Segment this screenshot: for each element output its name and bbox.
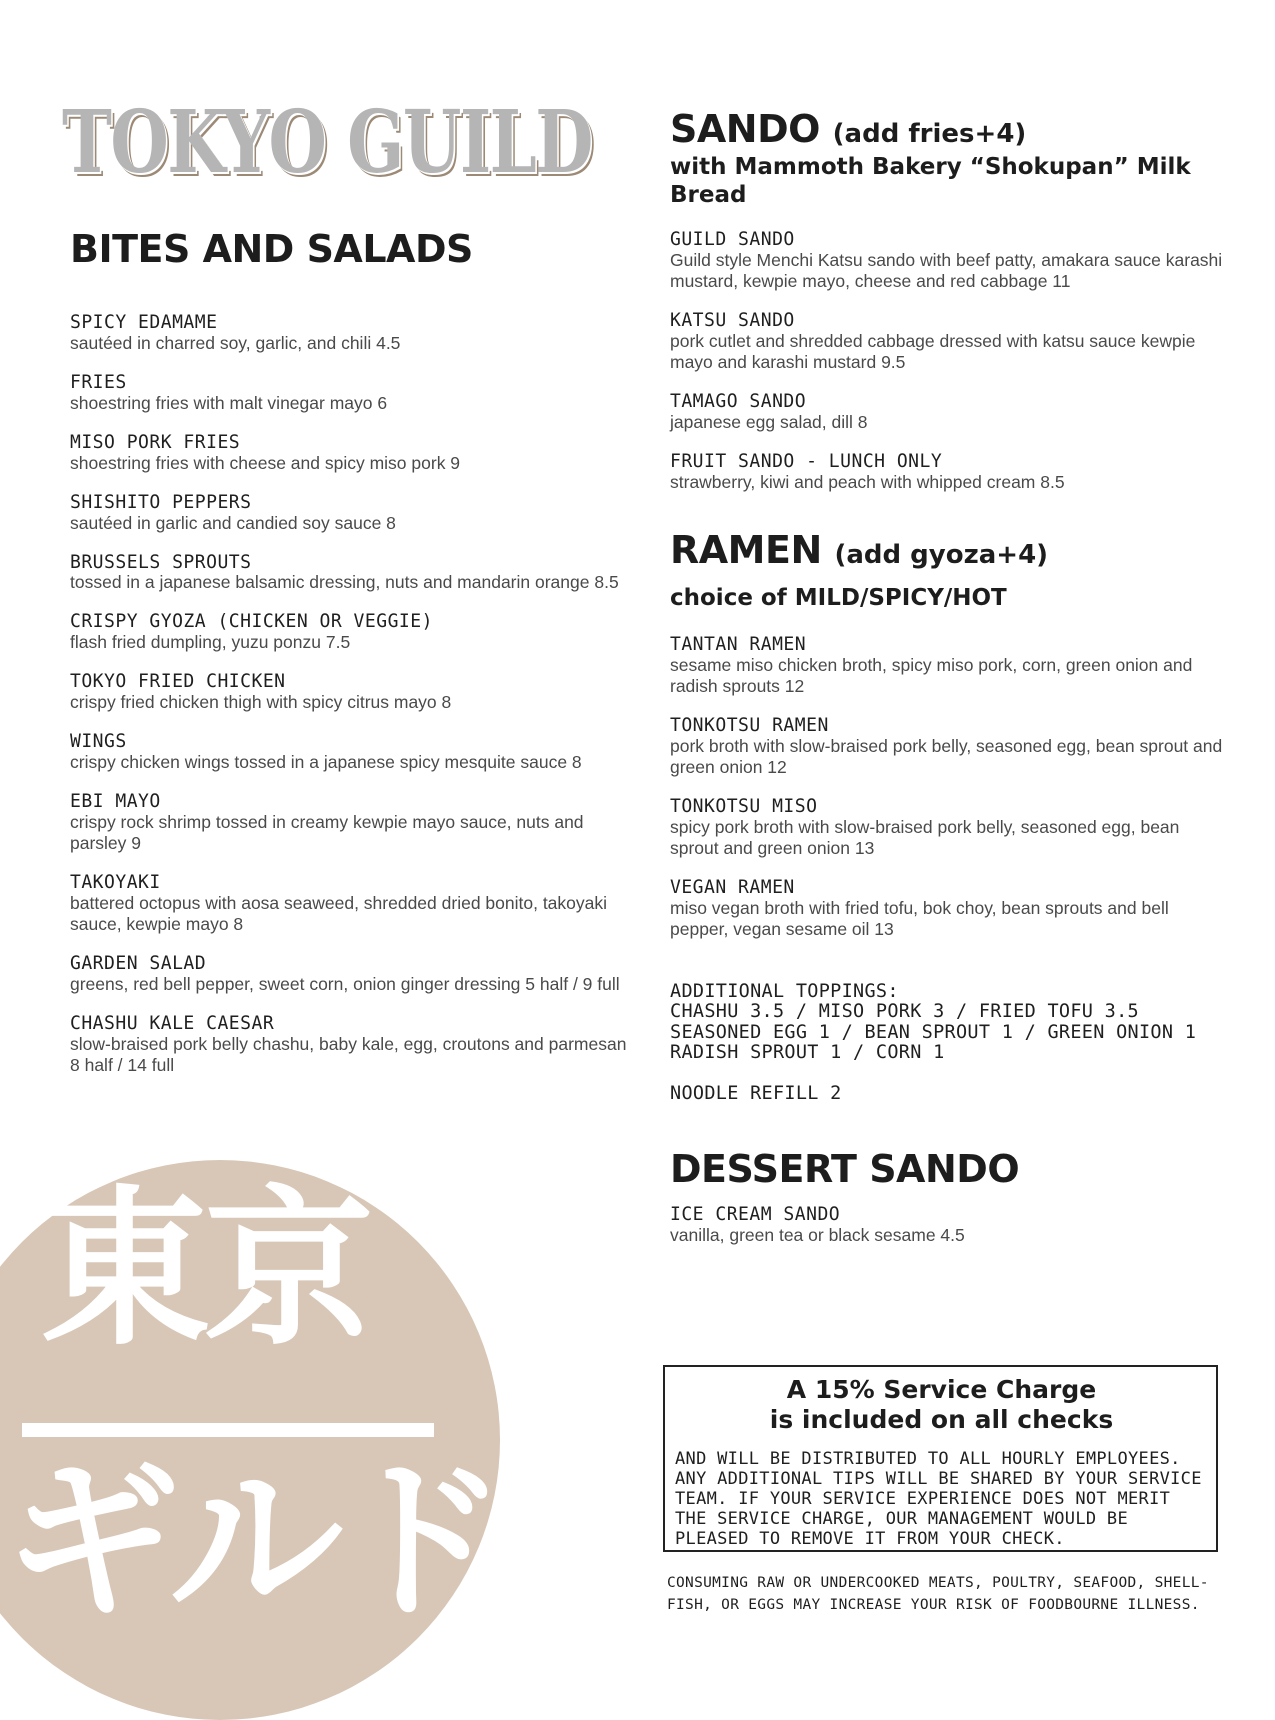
ramen-title-note: (add gyoza+4) xyxy=(834,539,1049,570)
item-desc: sautéed in charred soy, garlic, and chili 4.5 xyxy=(70,332,401,353)
item-desc: miso vegan broth with fried tofu, bok choy, bean sprouts and bell pepper, vegan sesame oil 13 xyxy=(670,897,1169,939)
item-name: VEGAN RAMEN xyxy=(670,876,795,899)
item-desc: vanilla, green tea or black sesame 4.5 xyxy=(670,1225,965,1246)
item-desc: pork broth with slow-braised pork belly, seasoned egg, bean sprout and green onion 12 xyxy=(670,736,1223,778)
item-name: MISO PORK FRIES xyxy=(70,430,241,453)
toppings-block xyxy=(670,982,1230,1064)
item-desc: spicy pork broth with slow-braised pork belly, seasoned egg, bean sprout and green onion 13 xyxy=(670,817,1180,859)
watermark-katakana-guild: ギルド xyxy=(5,1441,499,1644)
item-name: TANTAN RAMEN xyxy=(670,633,807,656)
sando-subtitle: with Mammoth Bakery “Shokupan” Milk Bread xyxy=(670,154,1191,208)
right-column xyxy=(670,107,1230,1264)
item-desc: crispy chicken wings tossed in a japanese spicy mesquite sauce 8 xyxy=(70,752,582,773)
sando-title: SANDO xyxy=(670,107,820,151)
menu-item xyxy=(70,953,630,995)
item-desc: crispy fried chicken thigh with spicy citrus mayo 8 xyxy=(70,692,452,713)
menu-item xyxy=(670,310,1230,373)
item-name: FRUIT SANDO - LUNCH ONLY xyxy=(670,449,943,472)
ramen-heading xyxy=(670,527,1230,572)
item-desc: pork cutlet and shredded cabbage dressed with katsu sauce kewpie mayo and karashi mustard 9.5 xyxy=(670,330,1196,372)
dessert-section xyxy=(670,1147,1230,1246)
item-name: TOKYO FRIED CHICKEN xyxy=(70,670,286,693)
toppings-line: ADDITIONAL TOPPINGS: xyxy=(670,980,899,1002)
item-desc: Guild style Menchi Katsu sando with beef patty, amakara sauce karashi mustard, kewpie mayo, cheese and red cabbage 11 xyxy=(670,250,1223,292)
sando-heading xyxy=(670,107,1230,151)
menu-item xyxy=(670,451,1230,493)
bites-list xyxy=(70,312,630,1076)
item-name: GUILD SANDO xyxy=(670,228,795,251)
item-name: GARDEN SALAD xyxy=(70,951,207,974)
toppings-line: SEASONED EGG 1 / BEAN SPROUT 1 / GREEN ONION 1 xyxy=(670,1021,1197,1043)
item-desc: flash fried dumpling, yuzu ponzu 7.5 xyxy=(70,632,351,653)
notice-title-line2: is included on all checks xyxy=(769,1405,1114,1434)
notice-title-line1: A 15% Service Charge xyxy=(786,1375,1097,1404)
menu-item xyxy=(670,796,1230,859)
sando-title-note: (add fries+4) xyxy=(832,119,1027,149)
watermark-kanji-tokyo: 東京 xyxy=(40,1171,369,1369)
item-desc: sautéed in garlic and candied soy sauce 8 xyxy=(70,512,396,533)
menu-item xyxy=(670,391,1230,433)
item-desc: tossed in a japanese balsamic dressing, nuts and mandarin orange 8.5 xyxy=(70,572,619,593)
watermark-divider xyxy=(22,1423,434,1437)
item-desc: shoestring fries with malt vinegar mayo 6 xyxy=(70,392,388,413)
menu-item xyxy=(70,492,630,534)
item-name: KATSU SANDO xyxy=(670,309,795,332)
item-desc: sesame miso chicken broth, spicy miso pork, corn, green onion and radish sprouts 12 xyxy=(670,655,1193,697)
menu-item xyxy=(670,877,1230,940)
bites-section xyxy=(70,227,630,1094)
ramen-subtitle: choice of MILD/SPICY/HOT xyxy=(670,584,1007,611)
menu-item xyxy=(670,229,1230,292)
bites-title: BITES AND SALADS xyxy=(70,227,473,271)
toppings-line: CHASHU 3.5 / MISO PORK 3 / FRIED TOFU 3.5 xyxy=(670,1001,1139,1023)
item-name: TONKOTSU RAMEN xyxy=(670,714,829,737)
ramen-section xyxy=(670,527,1230,1105)
restaurant-logo: TOKYO GUILD xyxy=(62,92,592,193)
sando-section xyxy=(670,107,1230,493)
item-name: TAKOYAKI xyxy=(70,871,161,894)
item-name: TAMAGO SANDO xyxy=(670,389,807,412)
item-name: ICE CREAM SANDO xyxy=(670,1203,841,1226)
service-charge-notice xyxy=(663,1365,1218,1552)
menu-item xyxy=(70,432,630,474)
item-name: WINGS xyxy=(70,730,127,753)
item-desc: battered octopus with aosa seaweed, shredded dried bonito, takoyaki sauce, kewpie mayo 8 xyxy=(70,892,608,934)
consumption-warning: CONSUMING RAW OR UNDERCOOKED MEATS, POULTRY, SEAFOOD, SHELL-FISH, OR EGGS MAY INCREASE YOUR RISK OF FOODBOURNE ILLNESS. xyxy=(667,1575,1209,1613)
menu-item xyxy=(70,552,630,594)
item-desc: crispy rock shrimp tossed in creamy kewpie mayo sauce, nuts and parsley 9 xyxy=(70,812,584,854)
menu-item xyxy=(70,731,630,773)
menu-item xyxy=(670,634,1230,697)
ramen-title: RAMEN xyxy=(670,527,822,572)
item-name: FRIES xyxy=(70,370,127,393)
item-name: SPICY EDAMAME xyxy=(70,311,218,333)
item-name: BRUSSELS SPROUTS xyxy=(70,550,252,573)
item-desc: strawberry, kiwi and peach with whipped cream 8.5 xyxy=(670,471,1065,492)
item-desc: greens, red bell pepper, sweet corn, onion ginger dressing 5 half / 9 full xyxy=(70,973,620,994)
menu-item xyxy=(70,791,630,854)
menu-item xyxy=(70,372,630,414)
noodle-refill: NOODLE REFILL 2 xyxy=(670,1082,842,1104)
menu-item xyxy=(670,1204,1230,1246)
toppings-line: RADISH SPROUT 1 / CORN 1 xyxy=(670,1042,945,1064)
menu-item xyxy=(70,671,630,713)
menu-item xyxy=(70,312,630,354)
dessert-title: DESSERT SANDO xyxy=(670,1147,1020,1192)
item-name: CRISPY GYOZA (CHICKEN OR VEGGIE) xyxy=(70,610,433,633)
item-name: SHISHITO PEPPERS xyxy=(70,490,252,513)
notice-body: AND WILL BE DISTRIBUTED TO ALL HOURLY EMPLOYEES. ANY ADDITIONAL TIPS WILL BE SHARED BY YOUR SERVICE TEAM. IF YOUR SERVICE EXPERIENCE DOES NOT MERIT THE SERVICE CHARGE, OUR MANAGEMENT WOULD BE PLEASED TO REMOVE IT FROM YOUR CHECK. xyxy=(675,1449,1202,1549)
menu-item xyxy=(70,872,630,935)
item-name: CHASHU KALE CAESAR xyxy=(70,1011,275,1034)
menu-item xyxy=(70,611,630,653)
item-desc: slow-braised pork belly chashu, baby kale, egg, croutons and parmesan 8 half / 14 full xyxy=(70,1033,627,1075)
item-desc: shoestring fries with cheese and spicy miso pork 9 xyxy=(70,452,461,473)
menu-item xyxy=(670,715,1230,778)
item-desc: japanese egg salad, dill 8 xyxy=(670,411,868,432)
menu-item xyxy=(70,1013,630,1076)
item-name: TONKOTSU MISO xyxy=(670,795,818,818)
item-name: EBI MAYO xyxy=(70,790,161,813)
